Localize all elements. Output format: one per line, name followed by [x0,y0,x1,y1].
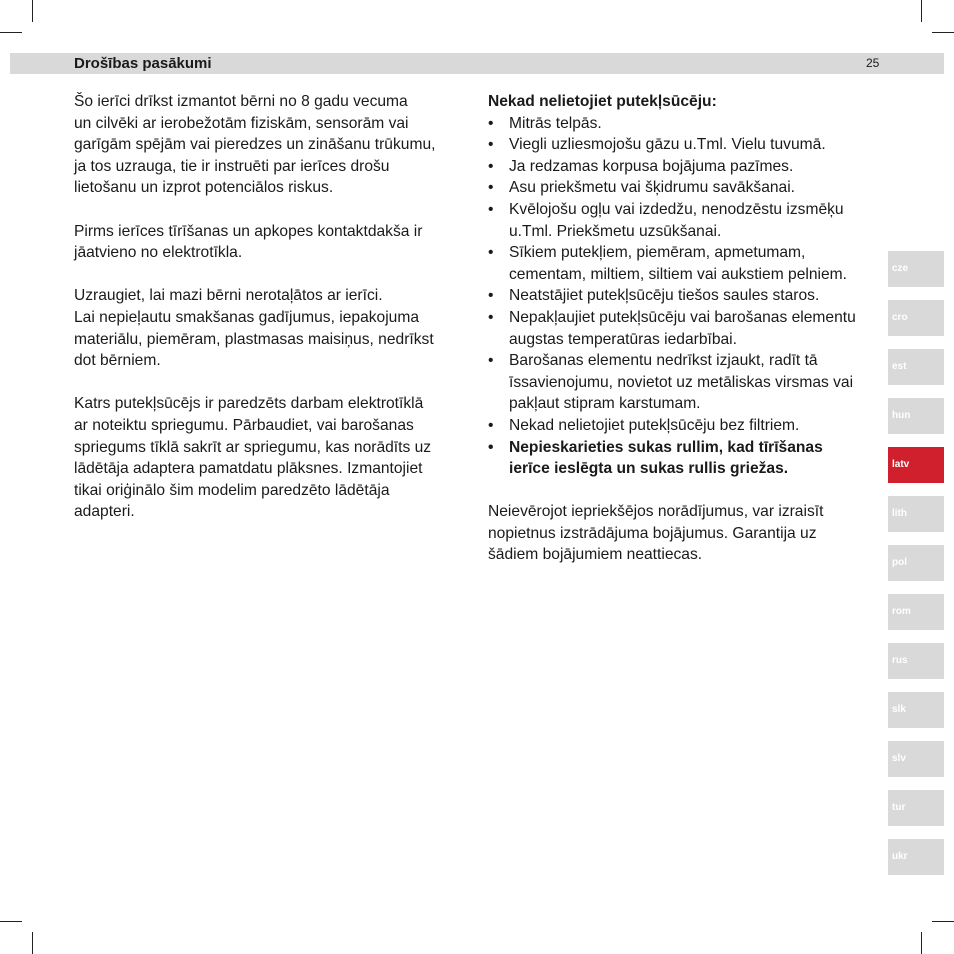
lang-tab-est[interactable]: est [888,349,944,385]
text-line: nopietnus izstrādājuma bojājumus. Garantija uz [488,524,817,542]
warning-item [488,285,880,307]
text-line: dot bērniem. [74,352,161,370]
text-line: u.Tml. Priekšmetu uzsūkšanai. [509,222,722,240]
header-bar [10,53,944,74]
warning-item [488,415,880,437]
lang-tab-tur[interactable]: tur [888,790,944,826]
text-line: Lai nepieļautu smakšanas gadījumus, iepakojuma [74,308,420,326]
warning-item [488,113,880,135]
warning-item [488,156,880,178]
lang-tab-rom[interactable]: rom [888,594,944,630]
crop-mark [0,921,22,922]
text-line: Nepakļaujiet putekļsūcēju vai barošanas elementu [509,308,856,326]
lang-tab-lith[interactable]: lith [888,496,944,532]
crop-mark [932,921,954,922]
warning-item [488,177,880,199]
text-line: un cilvēki ar ierobežotām fiziskām, sensorām vai [74,114,409,132]
text-line: Ja redzamas korpusa bojājuma pazīmes. [509,157,794,175]
text-line: tikai oriģinālo šim modelim paredzēto lādētāja [74,481,390,499]
text-line: Asu priekšmetu vai šķidrumu savākšanai. [509,179,796,197]
lang-tab-cro[interactable]: cro [888,300,944,336]
text-line: cementam, miltiem, siltiem vai aukstiem pelniem. [509,265,847,283]
text-line: Nekad nelietojiet putekļsūcēju bez filtriem. [509,416,800,434]
crop-mark [0,32,22,33]
page-title: Drošības pasākumi [74,55,212,72]
text-line: šādiem bojājumiem neattiecas. [488,546,703,564]
spacer [74,264,469,286]
warning-heading: Nekad nelietojiet putekļsūcēju: [488,93,717,110]
crop-mark [932,32,954,33]
warning-list [488,113,880,480]
lang-tab-rus[interactable]: rus [888,643,944,679]
text-line: īssavienojumu, novietot uz metāliskas virsmas vai [509,373,854,391]
lang-tab-slk[interactable]: slk [888,692,944,728]
lang-tab-cze[interactable]: cze [888,251,944,287]
crop-mark [32,0,33,22]
text-line: Mitrās telpās. [509,114,602,132]
text-line: Kvēlojošu ogļu vai izdedžu, nenodzēstu izsmēķu [509,200,844,218]
text-line: lietošanu un izprot potenciālos riskus. [74,179,334,197]
text-line: lādētāja adaptera pamatdatu plāksnes. Izmantojiet [74,460,423,478]
lang-tab-pol[interactable]: pol [888,545,944,581]
safety-paragraph [74,91,469,199]
text-line: pakļaut stipram karstumam. [509,395,701,413]
text-line: Uzraugiet, lai mazi bērni nerotaļātos ar ierīci. [74,287,383,305]
text-line: ierīce ieslēgta un sukas rullis griežas. [509,460,789,478]
right-column [488,91,880,566]
left-column [74,91,469,523]
crop-mark [921,0,922,22]
spacer [74,372,469,394]
crop-mark [921,932,922,954]
spacer [74,199,469,221]
text-line: Katrs putekļsūcējs ir paredzēts darbam elektrotīklā [74,395,424,413]
safety-paragraph [74,221,469,264]
safety-paragraph [74,393,469,523]
lang-tab-slv[interactable]: slv [888,741,944,777]
text-line: Barošanas elementu nedrīkst izjaukt, radīt tā [509,352,818,370]
text-line: Šo ierīci drīkst izmantot bērni no 8 gadu vecuma [74,93,408,110]
warning-item [488,199,880,242]
crop-mark [32,932,33,954]
text-line: Nepieskarieties sukas rullim, kad tīrīšanas [509,438,823,456]
text-line: Pirms ierīces tīrīšanas un apkopes kontaktdakša ir [74,222,423,240]
text-line: Neievērojot iepriekšējos norādījumus, var izraisīt [488,503,824,521]
closing-paragraph [488,501,880,566]
warning-item [488,134,880,156]
page-number: 25 [866,56,880,70]
text-line: spriegums tīklā sakrīt ar spriegumu, kas norādīts uz [74,438,432,456]
spacer [488,480,880,502]
warning-item [488,242,880,285]
text-line: ja tos uzrauga, tie ir instruēti par ierīces drošu [74,157,390,175]
text-line: Neatstājiet putekļsūcēju tiešos saules staros. [509,287,820,305]
safety-paragraph [74,285,469,371]
text-line: jāatvieno no elektrotīkla. [74,244,243,262]
text-line: Viegli uzliesmojošu gāzu u.Tml. Vielu tuvumā. [509,136,826,154]
text-line: Sīkiem putekļiem, piemēram, apmetumam, [509,244,806,262]
lang-tab-latv[interactable]: latv [888,447,944,483]
lang-tab-ukr[interactable]: ukr [888,839,944,875]
text-line: garīgām spējām vai pieredzes un zināšanu trūkumu, [74,136,436,154]
warning-item [488,350,880,415]
warning-item [488,307,880,350]
text-line: adapteri. [74,503,135,521]
text-line: ar noteiktu spriegumu. Pārbaudiet, vai barošanas [74,416,414,434]
text-line: materiālu, piemēram, plastmasas maisiņus, nedrīkst [74,330,434,348]
warning-item [488,437,880,480]
text-line: augstas temperatūras iedarbībai. [509,330,737,348]
lang-tab-hun[interactable]: hun [888,398,944,434]
